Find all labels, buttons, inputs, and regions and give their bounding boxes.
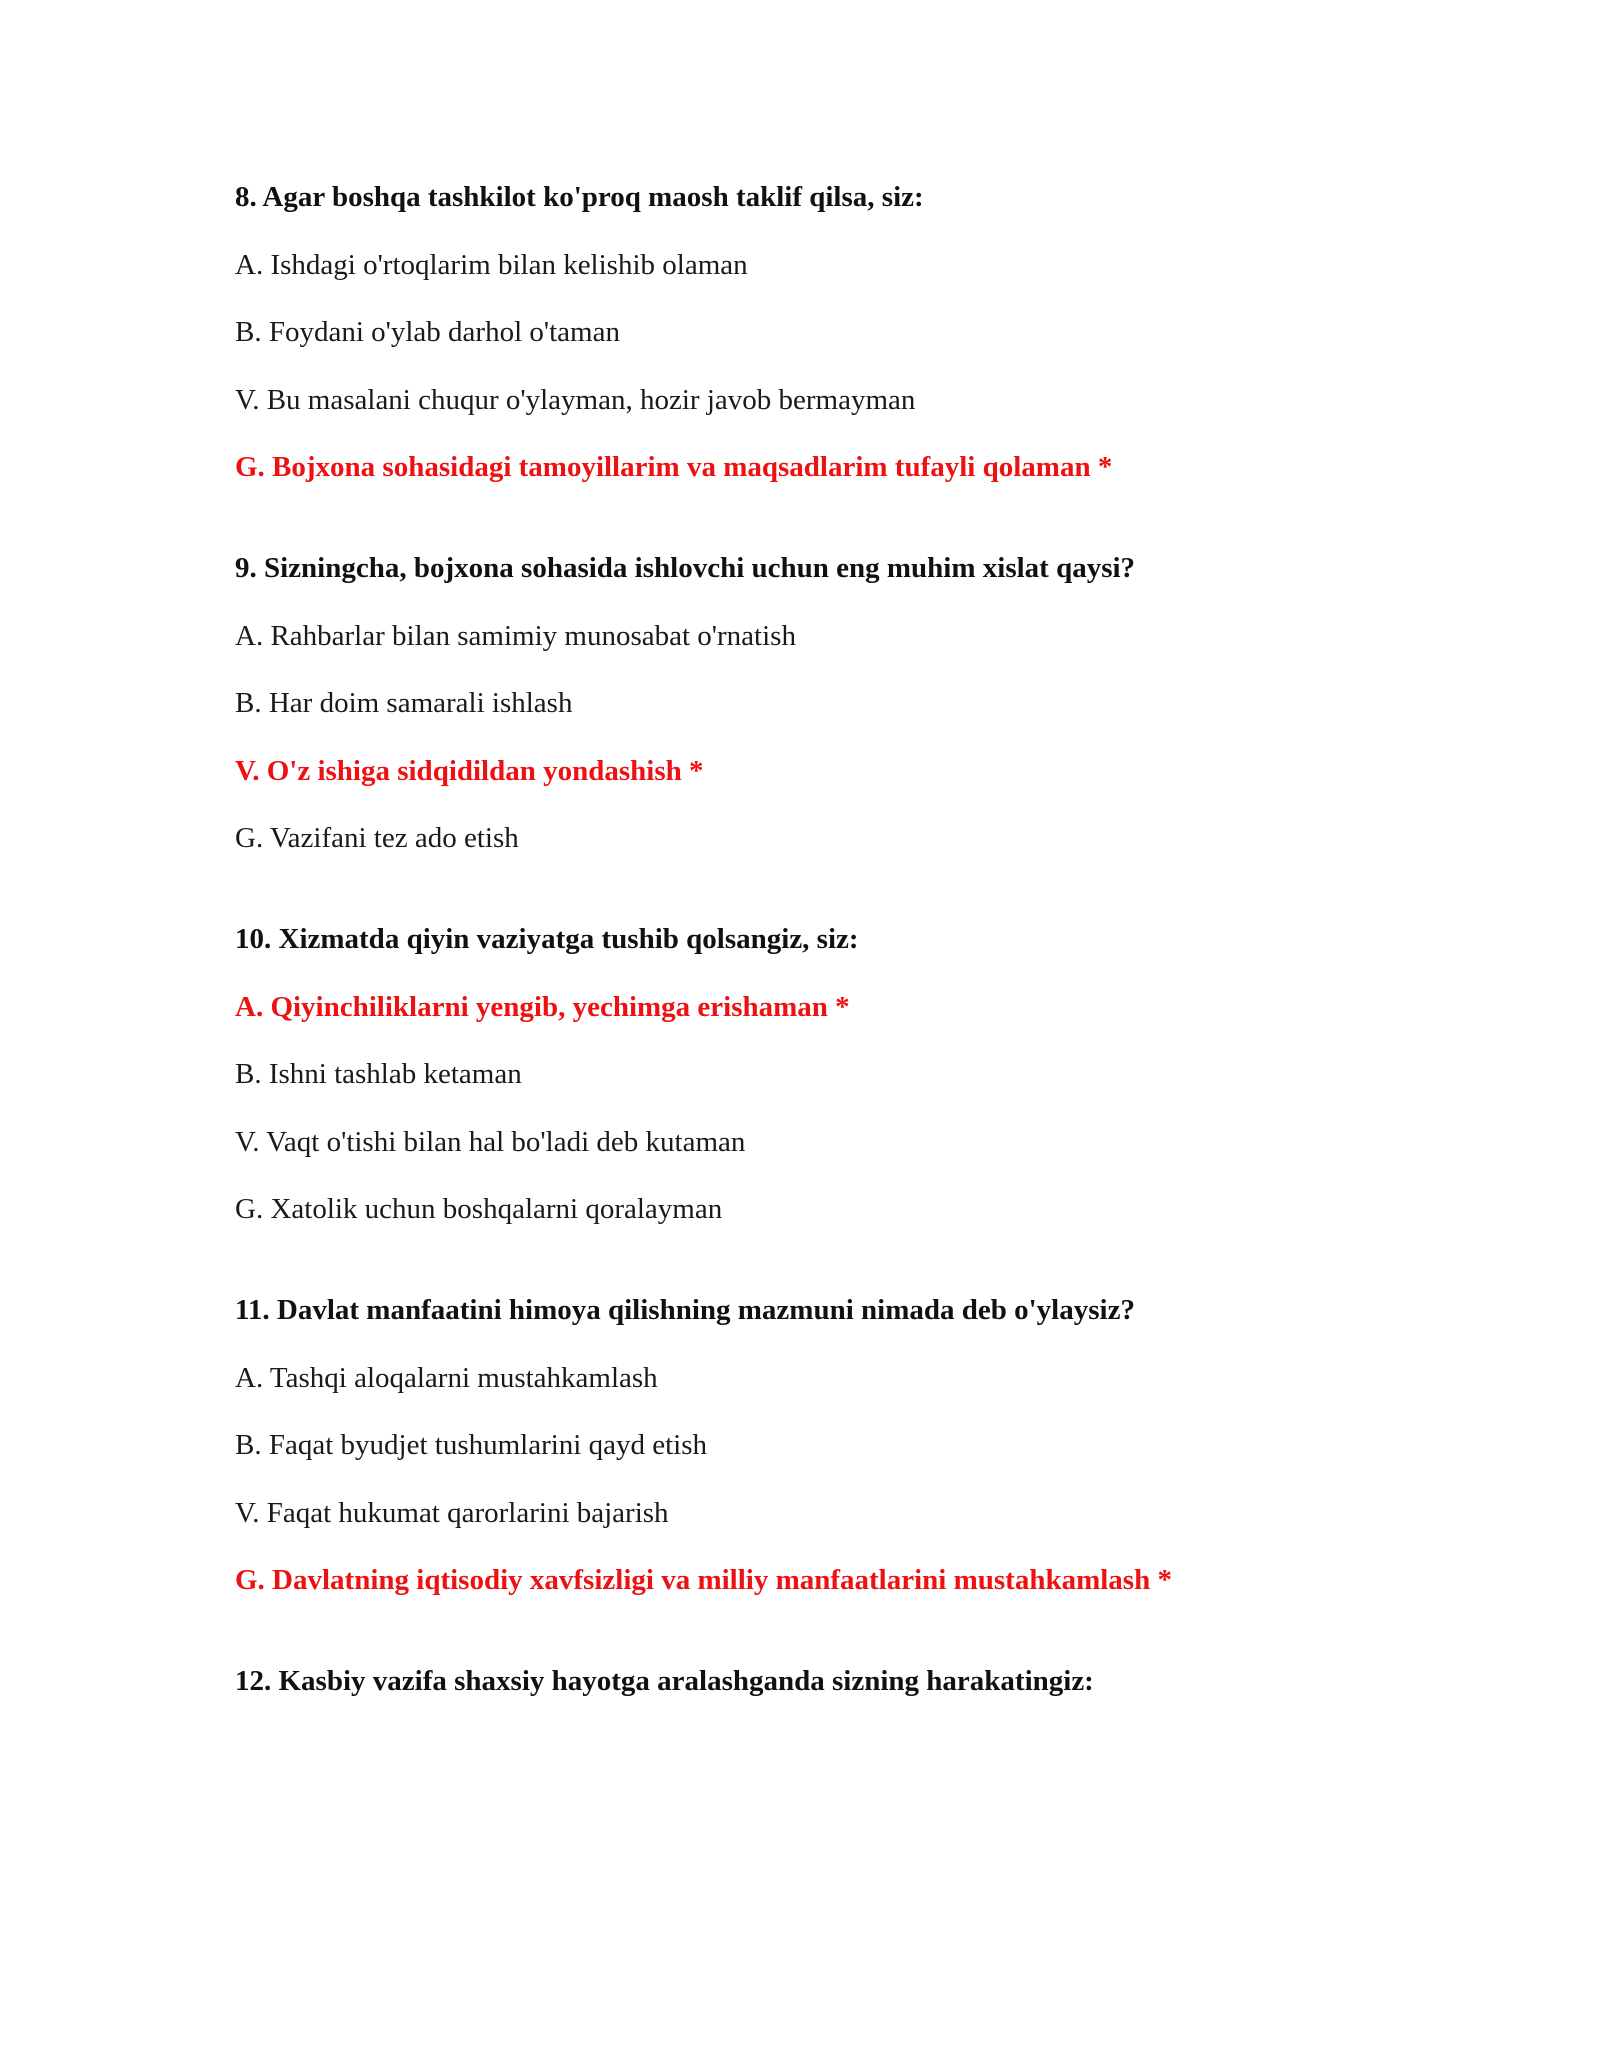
correct-answer-option-a: A. Qiyinchiliklarni yengib, yechimga erishaman * [235, 990, 850, 1023]
answer-option-b: B. Har doim samarali ishlash [235, 687, 573, 719]
answer-option-b: B. Ishni tashlab ketaman [235, 1058, 522, 1090]
answer-option-g: G. Xatolik uchun boshqalarni qoralayman [235, 1193, 723, 1225]
correct-answer-option-g: G. Bojxona sohasidagi tamoyillarim va maqsadlarim tufayli qolaman * [235, 451, 1113, 483]
answer-option-v: V. Faqat hukumat qarorlarini bajarish [235, 1496, 669, 1529]
question-title: 10. Xizmatda qiyin vaziyatga tushib qolsangiz, siz: [235, 923, 859, 955]
question-12 [235, 1664, 1475, 1698]
answer-option-v: V. Bu masalani chuqur o'ylayman, hozir javob bermayman [235, 383, 916, 416]
correct-answer-option-g: G. Davlatning iqtisodiy xavfsizligi va milliy manfaatlarini mustahkamlash * [235, 1564, 1172, 1596]
answer-option-b: B. Foydani o'ylab darhol o'taman [235, 316, 620, 348]
answer-option-a: A. Ishdagi o'rtoqlarim bilan kelishib olaman [235, 248, 748, 281]
correct-answer-option-v: V. O'z ishiga sidqidildan yondashish * [235, 754, 704, 787]
question-title: 9. Sizningcha, bojxona sohasida ishlovchi uchun eng muhim xislat qaysi? [235, 552, 1136, 584]
answer-option-a: A. Tashqi aloqalarni mustahkamlash [235, 1361, 658, 1394]
answer-option-a: A. Rahbarlar bilan samimiy munosabat o'rnatish [235, 619, 796, 652]
question-title: 11. Davlat manfaatini himoya qilishning mazmuni nimada deb o'ylaysiz? [235, 1294, 1135, 1326]
answer-option-v: V. Vaqt o'tishi bilan hal bo'ladi deb kutaman [235, 1125, 746, 1158]
question-title: 12. Kasbiy vazifa shaxsiy hayotga aralashganda sizning harakatingiz: [235, 1665, 1094, 1697]
question-8 [235, 180, 1475, 484]
question-9 [235, 551, 1475, 855]
document-page [235, 180, 1475, 1765]
answer-option-b: B. Faqat byudjet tushumlarini qayd etish [235, 1429, 708, 1461]
question-10 [235, 922, 1475, 1226]
question-title: 8. Agar boshqa tashkilot ko'proq maosh taklif qilsa, siz: [235, 181, 924, 213]
question-11 [235, 1293, 1475, 1597]
answer-option-g: G. Vazifani tez ado etish [235, 822, 519, 854]
